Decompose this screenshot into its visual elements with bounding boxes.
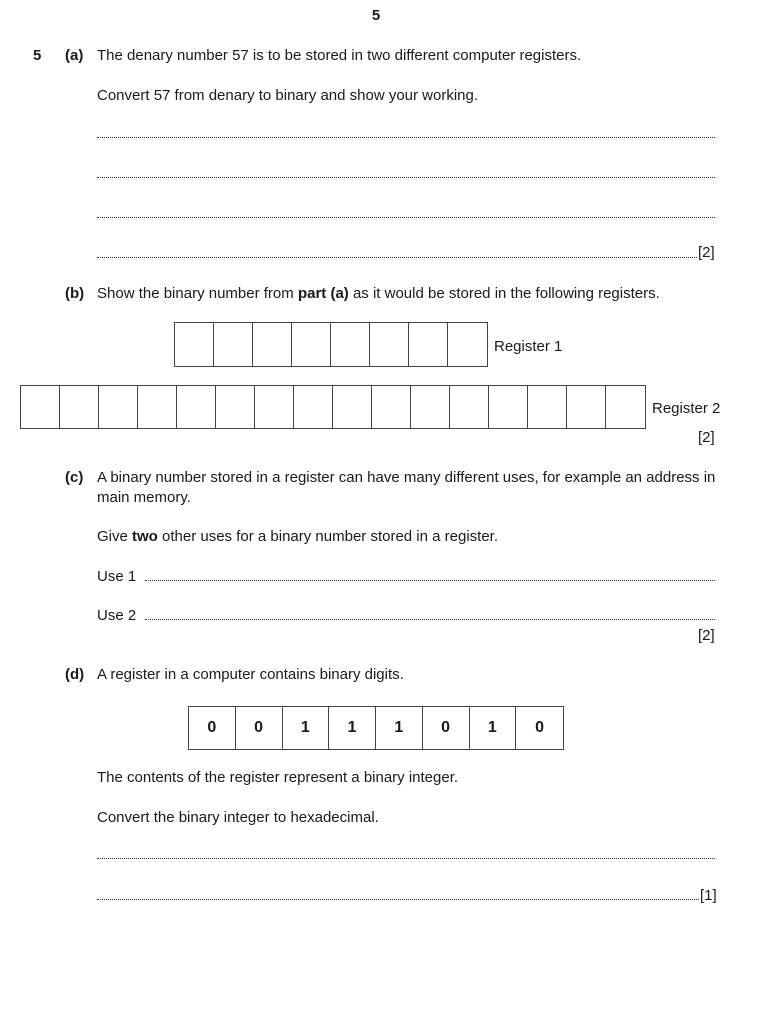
register-d-bit: 0 bbox=[535, 719, 545, 736]
use-1-answer-line[interactable] bbox=[145, 580, 715, 581]
register-2-cell[interactable] bbox=[177, 386, 216, 428]
part-d-statement: The contents of the register represent a binary integer. bbox=[97, 769, 459, 786]
part-c-instruction: Give two other uses for a binary number stored in a register. bbox=[97, 528, 499, 545]
part-a-label: (a) bbox=[65, 47, 84, 64]
register-2-cell[interactable] bbox=[99, 386, 138, 428]
part-a-text: The denary number 57 is to be stored in two different computer registers. bbox=[97, 47, 582, 64]
use-1-label: Use 1 bbox=[97, 568, 137, 585]
register-d-bit: 1 bbox=[329, 707, 376, 749]
page-number: 5 bbox=[371, 7, 381, 24]
register-1-cell[interactable] bbox=[370, 323, 409, 366]
register-1-cell[interactable] bbox=[331, 323, 370, 366]
register-1-label: Register 1 bbox=[494, 338, 563, 355]
register-d bbox=[188, 706, 564, 750]
register-d-bit: 1 bbox=[376, 707, 423, 749]
register-2-cell[interactable] bbox=[216, 386, 255, 428]
register-2-cell[interactable] bbox=[567, 386, 606, 428]
register-d-bit: 0 bbox=[189, 707, 236, 749]
register-1 bbox=[174, 322, 488, 367]
answer-line-a1[interactable] bbox=[97, 137, 715, 138]
part-a-instruction: Convert 57 from denary to binary and show your working. bbox=[97, 87, 479, 104]
register-1-cell[interactable] bbox=[253, 323, 292, 366]
answer-line-a4[interactable] bbox=[97, 257, 697, 258]
answer-line-d1[interactable] bbox=[97, 858, 715, 859]
part-d-label: (d) bbox=[65, 666, 85, 683]
register-d-bit: 0 bbox=[423, 707, 470, 749]
register-2-cell[interactable] bbox=[606, 386, 645, 428]
register-d-bit: 1 bbox=[470, 707, 517, 749]
part-c-text-line2: main memory. bbox=[97, 489, 191, 506]
question-number: 5 bbox=[33, 47, 42, 64]
register-2 bbox=[20, 385, 646, 429]
answer-line-d2[interactable] bbox=[97, 899, 699, 900]
part-a-marks: [2] bbox=[698, 244, 715, 261]
part-c-marks: [2] bbox=[698, 627, 715, 644]
register-1-cell[interactable] bbox=[448, 323, 487, 366]
part-d-instruction: Convert the binary integer to hexadecimal. bbox=[97, 809, 379, 826]
register-d-bit: 1 bbox=[283, 707, 330, 749]
use-2-answer-line[interactable] bbox=[145, 619, 715, 620]
register-2-cell[interactable] bbox=[138, 386, 177, 428]
register-2-cell[interactable] bbox=[489, 386, 528, 428]
register-2-cell[interactable] bbox=[411, 386, 450, 428]
part-c-label: (c) bbox=[65, 469, 84, 486]
part-b-marks: [2] bbox=[698, 429, 715, 446]
register-2-cell[interactable] bbox=[450, 386, 489, 428]
register-2-cell[interactable] bbox=[528, 386, 567, 428]
part-b-text: Show the binary number from part (a) as it would be stored in the following registers. bbox=[97, 285, 660, 302]
register-2-label: Register 2 bbox=[652, 400, 721, 417]
register-d-bit: 0 bbox=[236, 707, 283, 749]
answer-line-a3[interactable] bbox=[97, 217, 715, 218]
register-1-cell[interactable] bbox=[409, 323, 448, 366]
register-2-cell[interactable] bbox=[21, 386, 60, 428]
part-d-marks: [1] bbox=[700, 887, 717, 904]
register-2-cell[interactable] bbox=[60, 386, 99, 428]
answer-line-a2[interactable] bbox=[97, 177, 715, 178]
register-2-cell[interactable] bbox=[294, 386, 333, 428]
part-d-text: A register in a computer contains binary digits. bbox=[97, 666, 404, 683]
part-c-text-line1: A binary number stored in a register can have many different uses, for example an address in bbox=[97, 469, 716, 486]
register-1-cell[interactable] bbox=[292, 323, 331, 366]
register-1-cell[interactable] bbox=[175, 323, 214, 366]
part-b-label: (b) bbox=[65, 285, 85, 302]
register-2-cell[interactable] bbox=[255, 386, 294, 428]
register-2-cell[interactable] bbox=[333, 386, 372, 428]
use-2-label: Use 2 bbox=[97, 607, 137, 624]
register-2-cell[interactable] bbox=[372, 386, 411, 428]
register-1-cell[interactable] bbox=[214, 323, 253, 366]
